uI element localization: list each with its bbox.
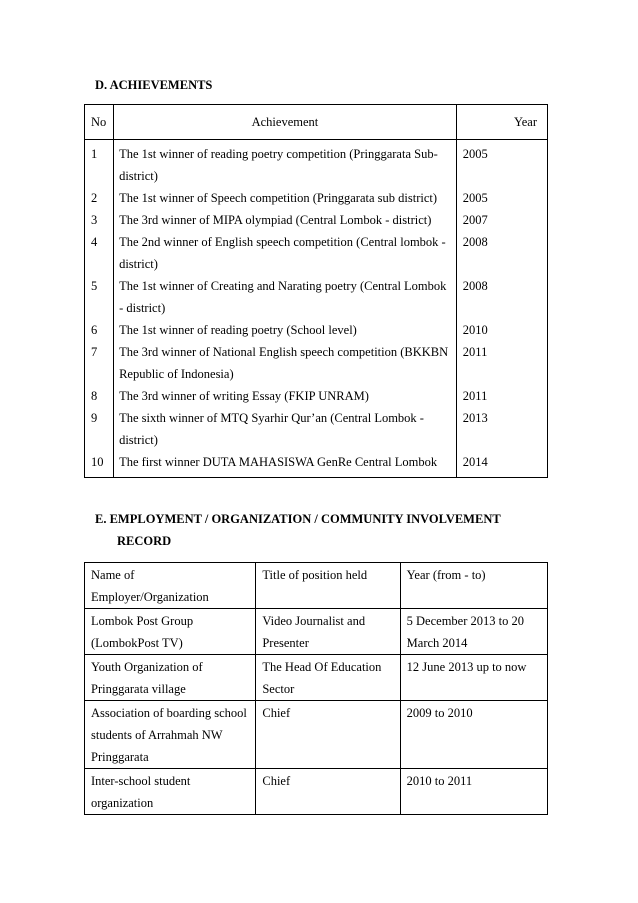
achievement-year: 2007: [462, 213, 488, 227]
achievement-no: 2: [91, 191, 98, 205]
achievement-year: 2005: [462, 147, 488, 161]
achievement-text: The 1st winner of reading poetry (School level): [119, 323, 357, 337]
employment-row: [85, 609, 548, 655]
header-title: Title of position held: [256, 563, 400, 609]
employer-cell: Youth Organization of Pringgarata village: [85, 655, 256, 701]
employment-table: [84, 562, 548, 815]
achievement-no: 10: [91, 455, 104, 469]
year-range-cell: 5 December 2013 to 20 March 2014: [400, 609, 547, 655]
header-no: No: [85, 105, 114, 140]
employment-row: [85, 769, 548, 815]
position-title-cell: Video Journalist and Presenter: [256, 609, 400, 655]
achievement-text: The 1st winner of Speech competition (Pringgarata sub district): [119, 191, 438, 205]
achievement-no: 6: [91, 323, 98, 337]
header-employer: Name of Employer/Organization: [85, 563, 256, 609]
achievement-text: The 3rd winner of National English speech competition (BKKBN Republic of Indonesia): [119, 345, 449, 381]
achievement-year: 2008: [462, 235, 488, 249]
achievements-table: [84, 104, 548, 478]
achievements-body-row: [85, 140, 548, 478]
achievement-no: 8: [91, 389, 98, 403]
header-achievement: Achievement: [114, 105, 457, 140]
achievements-header-row: [85, 105, 548, 140]
position-title-cell: The Head Of Education Sector: [256, 655, 400, 701]
year-range-cell: 2010 to 2011: [400, 769, 547, 815]
header-year-range: Year (from - to): [400, 563, 547, 609]
achievement-year: 2013: [462, 411, 488, 425]
year-range-cell: 12 June 2013 up to now: [400, 655, 547, 701]
employment-row: [85, 655, 548, 701]
employer-cell: Lombok Post Group (LombokPost TV): [85, 609, 256, 655]
header-year: Year: [456, 105, 547, 140]
achievement-year: 2011: [462, 389, 488, 403]
year-range-cell: 2009 to 2010: [400, 701, 547, 769]
achievement-text: The first winner DUTA MAHASISWA GenRe Central Lombok: [119, 455, 438, 469]
achievement-year: 2005: [462, 191, 488, 205]
employment-heading-line1: E. EMPLOYMENT / ORGANIZATION / COMMUNITY INVOLVEMENT: [95, 512, 501, 526]
achievement-years-cell: [456, 140, 547, 478]
achievement-year: 2014: [462, 455, 488, 469]
achievement-descriptions-cell: [114, 140, 457, 478]
employment-heading-line2: RECORD: [117, 534, 172, 548]
achievement-year: 2011: [462, 345, 488, 359]
achievement-numbers-cell: [85, 140, 114, 478]
employer-cell: Association of boarding school students of Arrahmah NW Pringgarata: [85, 701, 256, 769]
achievement-no: 9: [91, 411, 98, 425]
position-title-cell: Chief: [256, 769, 400, 815]
achievement-no: 7: [91, 345, 98, 359]
achievement-text: The 2nd winner of English speech competition (Central lombok - district): [119, 235, 446, 271]
employer-cell: Inter-school student organization: [85, 769, 256, 815]
achievement-text: The 1st winner of Creating and Narating poetry (Central Lombok - district): [119, 279, 447, 315]
position-title-cell: Chief: [256, 701, 400, 769]
achievement-text: The 3rd winner of MIPA olympiad (Central Lombok - district): [119, 213, 432, 227]
achievement-no: 1: [91, 147, 98, 161]
achievement-year: 2008: [462, 279, 488, 293]
achievement-no: 4: [91, 235, 98, 249]
employment-row: [85, 701, 548, 769]
achievement-year: 2010: [462, 323, 488, 337]
achievement-no: 3: [91, 213, 98, 227]
achievement-text: The 1st winner of reading poetry competition (Pringgarata Sub-district): [119, 147, 438, 183]
achievement-text: The sixth winner of MTQ Syarhir Qur’an (Central Lombok - district): [119, 411, 424, 447]
achievement-no: 5: [91, 279, 98, 293]
achievements-heading: D. ACHIEVEMENTS: [95, 78, 213, 92]
achievement-text: The 3rd winner of writing Essay (FKIP UNRAM): [119, 389, 369, 403]
employment-header-row: [85, 563, 548, 609]
